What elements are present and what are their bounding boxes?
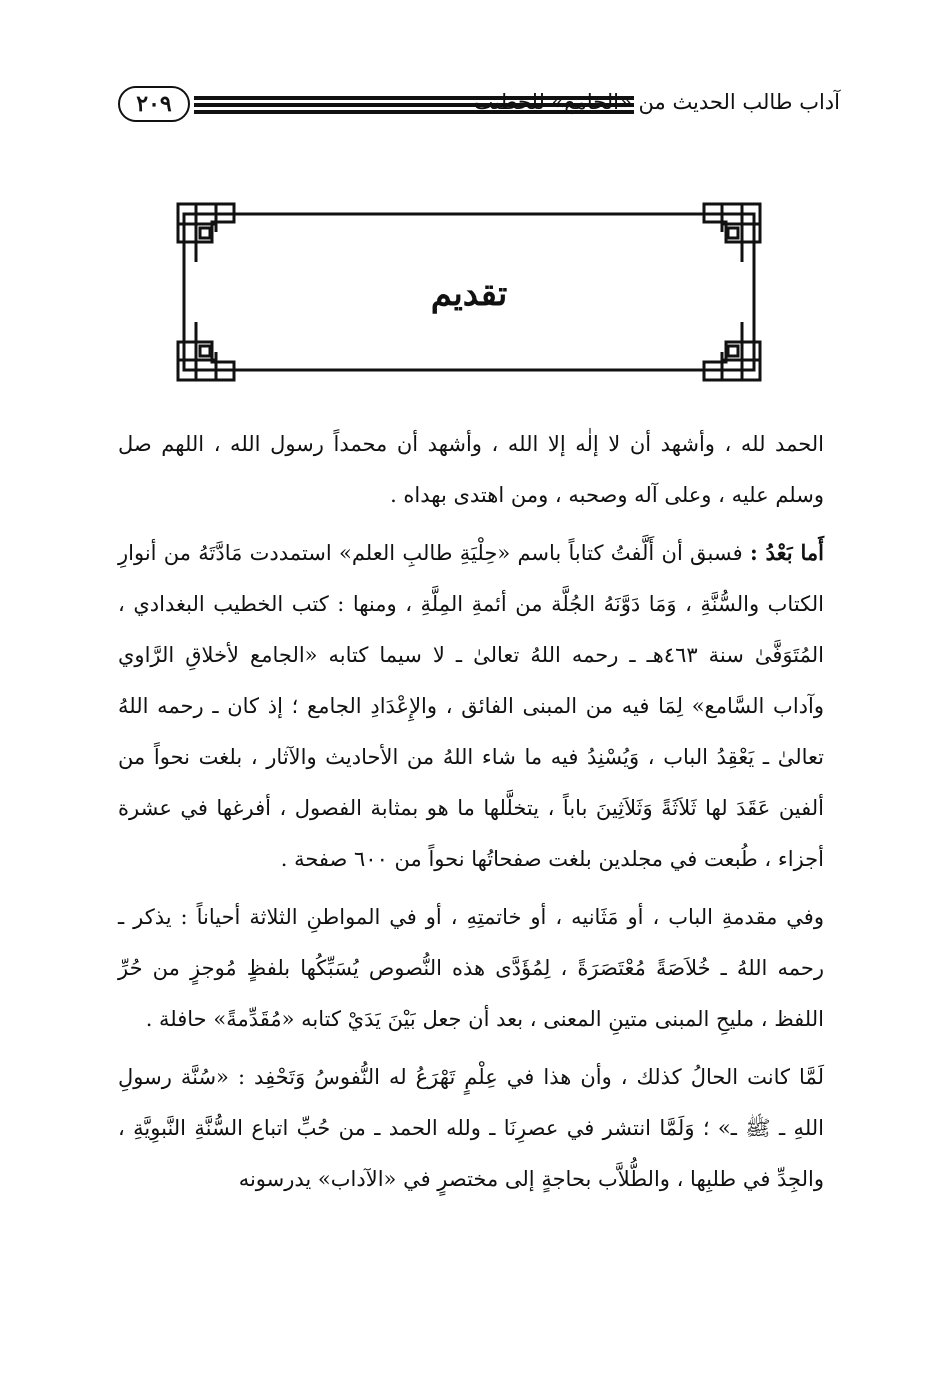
paragraph [118, 891, 824, 1045]
paragraph [118, 527, 824, 885]
paragraph [118, 1051, 824, 1205]
paragraph-text: وفي مقدمةِ الباب ، أو مَثَانيه ، أو خاتمتِهِ ، أو في المواطنِ الثلاثة أحياناً : يذكر ـ رحمه اللهُ ـ خُلاَصَةً مُعْتَصَرَةً ، لِمُؤَدَّى هذه النُّصوص يُسَبِّكُها بلفظٍ مُوجزٍ من حُرِّ اللفظ ، مليحِ المبنى متينِ المعنى ، بعد أن جعل بَيْنَ يَدَيْ كتابه «مُقَدِّمةً» حافلة . [118, 905, 825, 1031]
body-text [118, 418, 824, 1211]
page-number: ٢٠٩ [118, 86, 190, 122]
section-title-frame [176, 202, 762, 382]
section-title: تقديم [430, 274, 508, 314]
paragraph-text: لَمَّا كانت الحالُ كذلك ، وأن هذا في عِلْمٍ تَهْرَعُ له النُّفوسُ وَتَحْفِد : «سُنَّة رسولِ اللهِ ـ ﷺ ـ» ؛ وَلَمَّا انتشر في عصرِنَا ـ ولله الحمد ـ من حُبِّ اتباع السُّنَّةِ النَّبوِيَّةِ ، والجِدِّ في طلبِها ، والطُّلاَّب بحاجةٍ إلى مختصرٍ في «الآداب» يدرسونه [118, 1065, 824, 1191]
paragraph-text: فسبق أن أَلَّفتُ كتاباً باسم «حِلْيَةِ طالبِ العلم» استمددت مَادَّتَهُ من أنوارِ الكتاب والسُّنَّةِ ، وَمَا دَوَّنَهُ الجُلَّة من أئمةِ المِلَّةِ ، ومنها : كتب الخطيب البغدادي ، المُتَوَفَّىٰ سنة ٤٦٣هـ ـ رحمه اللهُ تعالىٰ ـ لا سيما كتابه «الجامع لأخلاقِ الرَّاوي وآداب السَّامع» لِمَا فيه من المبنى الفائق ، والإِعْدَادِ الجامع ؛ إذ كان ـ رحمه اللهُ تعالىٰ ـ يَعْقِدُ الباب ، وَيُسْنِدُ فيه ما شاء اللهُ من الأحاديث والآثار ، بلغت نحواً من ألفين عَقَدَ لها ثَلاَثَةً وَثَلاَثِينَ باباً ، يتخلَّلها ما هو بمثابة الفصول ، أفرغها في عشرة أجزاء ، طُبعت في مجلدين بلغت صفحاتُها نحواً من ٦٠٠ صفحة . [118, 541, 824, 871]
page-header [110, 80, 840, 130]
paragraph-lead: أَما بَعْدُ : [749, 540, 824, 565]
paragraph [118, 418, 824, 521]
paragraph-text: الحمد لله ، وأشهد أن لا إلٰه إلا الله ، وأشهد أن محمداً رسول الله ، اللهم صل وسلم عليه ، وعلى آله وصحبه ، ومن اهتدى بهداه . [118, 432, 824, 507]
running-title: آداب طالب الحديث من «الجامع» للخطيب [473, 90, 840, 114]
